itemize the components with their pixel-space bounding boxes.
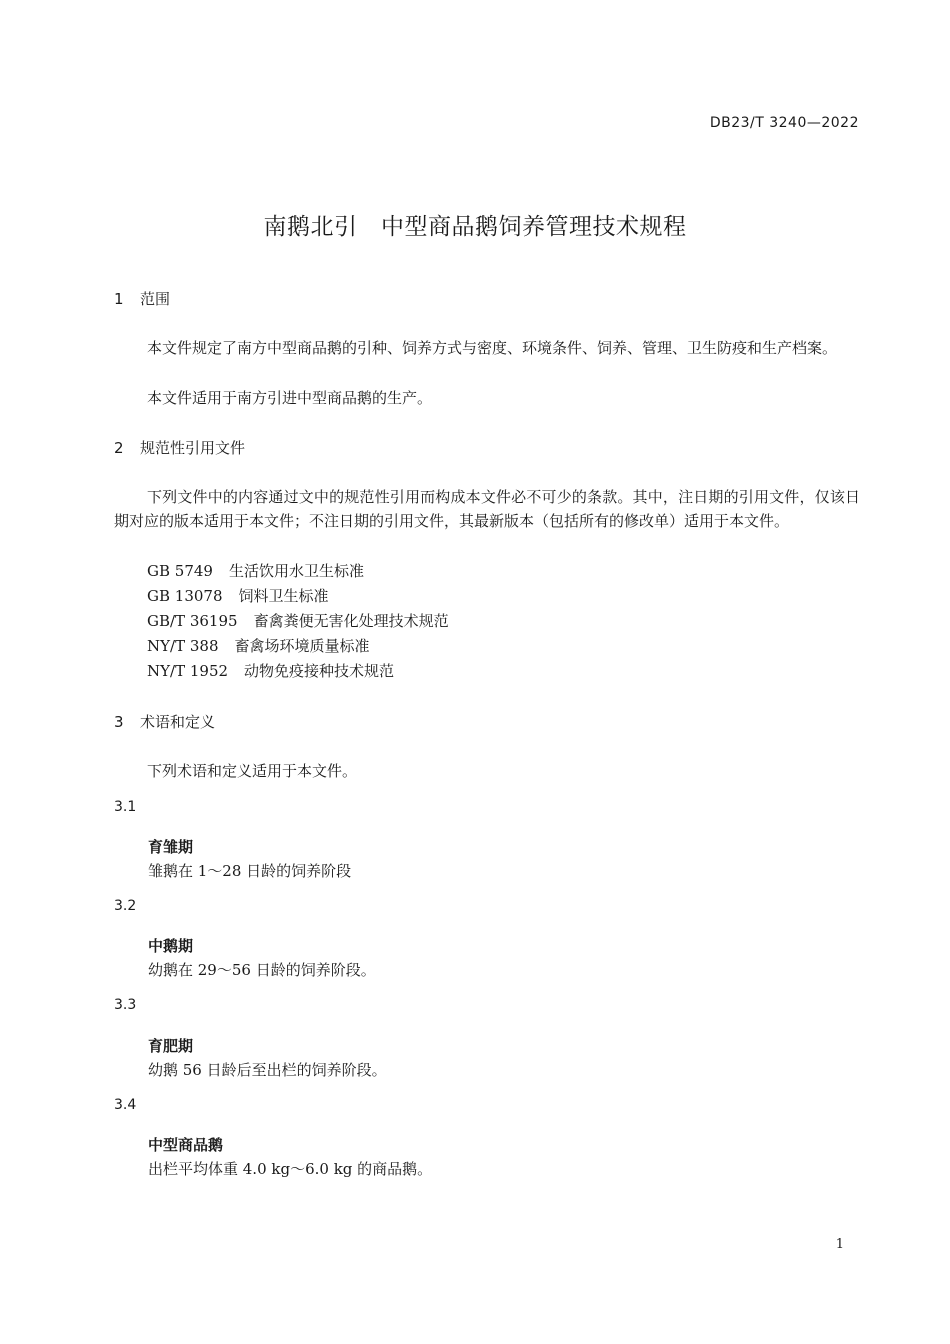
section-title: 规范性引用文件: [140, 439, 246, 457]
term-definition: 出栏平均体重 4.0 kg～6.0 kg 的商品鹅。: [148, 1160, 433, 1178]
term-name: 中鹅期: [148, 937, 194, 955]
reference-name: 畜禽场环境质量标准: [234, 637, 370, 655]
section-number: 3: [114, 713, 124, 731]
paragraph: 本文件适用于南方引进中型商品鹅的生产。: [147, 389, 433, 407]
paragraph: 下列文件中的内容通过文中的规范性引用而构成本文件必不可少的条款。其中，注日期的引用文件，仅该日期对应的版本适用于本文件；不注日期的引用文件，其最新版本（包括所有的修改单）适用于本文件。: [114, 488, 860, 530]
reference-code: GB 13078: [147, 587, 223, 605]
reference-item: [147, 660, 394, 681]
section-title: 术语和定义: [140, 713, 216, 731]
paragraph: 本文件规定了南方中型商品鹅的引种、饲养方式与密度、环境条件、饲养、管理、卫生防疫和生产档案。: [147, 339, 838, 357]
document-number: DB23/T 3240—2022: [709, 115, 859, 131]
reference-name: 生活饮用水卫生标准: [228, 562, 364, 580]
reference-name: 饲料卫生标准: [238, 587, 329, 605]
term-name: 育肥期: [148, 1037, 194, 1055]
term-number: 3.4: [114, 1097, 137, 1113]
term-number: 3.2: [114, 898, 137, 914]
term-definition: 幼鹅在 29～56 日龄的饲养阶段。: [148, 961, 376, 979]
reference-code: NY/T 1952: [147, 662, 229, 680]
reference-code: GB 5749: [147, 562, 213, 580]
section-number: 1: [114, 290, 124, 308]
reference-name: 动物免疫接种技术规范: [244, 662, 395, 680]
term-name: 中型商品鹅: [148, 1136, 224, 1154]
page-number: 1: [835, 1237, 844, 1252]
reference-item: [147, 635, 370, 656]
reference-code: NY/T 388: [147, 637, 219, 655]
term-name: 育雏期: [148, 838, 194, 856]
section-number: 2: [114, 439, 124, 457]
reference-item: [147, 585, 329, 606]
reference-name: 畜禽粪便无害化处理技术规范: [253, 612, 449, 630]
section-heading: [114, 437, 245, 458]
document-title: 南鹅北引 中型商品鹅饲养管理技术规程: [263, 214, 687, 240]
section-heading: [114, 288, 170, 309]
term-number: 3.1: [114, 799, 137, 815]
reference-item: [147, 610, 449, 631]
section-heading: [114, 711, 215, 732]
term-definition: 幼鹅 56 日龄后至出栏的饲养阶段。: [148, 1061, 387, 1079]
paragraph: 下列术语和定义适用于本文件。: [147, 762, 358, 780]
section-title: 范围: [140, 290, 171, 308]
term-number: 3.3: [114, 997, 137, 1013]
reference-code: GB/T 36195: [147, 612, 238, 630]
reference-item: [147, 560, 364, 581]
term-definition: 雏鹅在 1～28 日龄的饲养阶段: [148, 862, 352, 880]
